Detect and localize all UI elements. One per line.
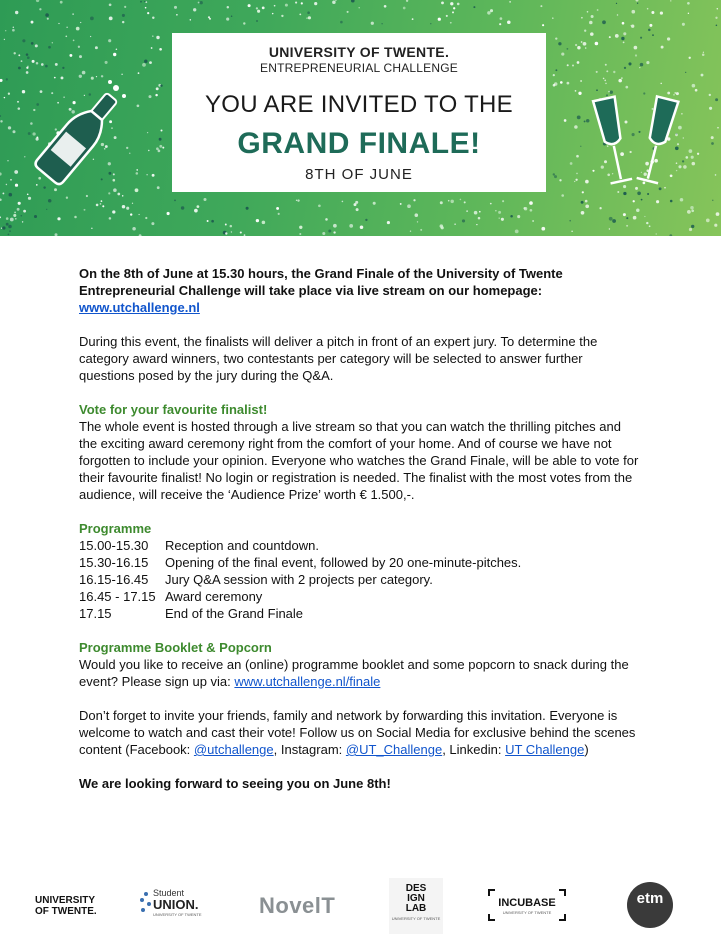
incubase-text: INCUBASE xyxy=(498,897,556,909)
designlab-small: UNIVERSITY OF TWENTE xyxy=(391,916,441,921)
programme-list xyxy=(79,537,639,622)
programme-heading: Programme xyxy=(79,521,152,536)
incubase-logo xyxy=(487,888,567,922)
programme-time: 16.45 - 17.15 xyxy=(79,589,156,604)
programme-desc: Jury Q&A session with 2 projects per category. xyxy=(165,572,433,587)
programme-time: 15.30-16.15 xyxy=(79,555,149,570)
vote-paragraph: The whole event is hosted through a live stream so that you can watch the thrilling pitches and the exciting award ceremony right from the comfort of your home. And of course we have not forgotten to include your opinion. Everyone who watches the Grand Finale, will be able to vote for their favourite finalist! No login or registration is needed. The finalist with the most votes from the audience, will receive the ‘Audience Prize’ worth € 1.500,-. xyxy=(79,419,639,502)
su-small: UNIVERSITY OF TWENTE xyxy=(153,912,202,917)
booklet-text: Would you like to receive an (online) programme booklet and some popcorn to snack during the event? Please sign up via: xyxy=(79,657,629,689)
header-banner xyxy=(0,0,721,236)
programme-time: 16.15-16.45 xyxy=(79,572,149,587)
etm-logo xyxy=(627,882,673,928)
invitation-body xyxy=(79,265,639,792)
programme-item xyxy=(79,554,639,571)
champagne-glasses-icon xyxy=(588,92,688,196)
facebook-link[interactable]: @utchallenge xyxy=(193,742,274,757)
designlab-logo xyxy=(389,878,443,934)
programme-desc: Opening of the final event, followed by 20 one-minute-pitches. xyxy=(165,555,522,570)
signup-link[interactable]: www.utchallenge.nl/finale xyxy=(234,674,381,689)
designlab-line2: IGN xyxy=(407,893,425,904)
social-text: Don’t forget to invite your friends, family and network by forwarding this invitation. Everyone is welcome to watch and cast their vote! Follow us on Social Media for exclusive behind the scenes content (Facebook: xyxy=(79,708,636,757)
programme-desc: Reception and countdown. xyxy=(165,538,319,553)
programme-item xyxy=(79,588,639,605)
su-line1: Student xyxy=(153,888,185,898)
instagram-link[interactable]: @UT_Challenge xyxy=(345,742,443,757)
challenge-subtitle: ENTREPRENEURIAL CHALLENGE xyxy=(260,61,458,75)
title-card xyxy=(172,33,546,192)
closing-line: We are looking forward to seeing you on June 8th! xyxy=(79,776,391,791)
programme-desc: Award ceremony xyxy=(165,589,263,604)
instagram-label: , Instagram: xyxy=(273,742,343,757)
programme-desc: End of the Grand Finale xyxy=(165,606,304,621)
designlab-line3: LAB xyxy=(405,903,427,914)
incubase-small: UNIVERSITY OF TWENTE xyxy=(502,910,552,915)
social-close: ) xyxy=(584,742,589,757)
su-line2: UNION. xyxy=(153,897,199,912)
programme-item xyxy=(79,605,639,622)
social-paragraph xyxy=(79,707,639,758)
event-date: 8TH OF JUNE xyxy=(305,166,413,183)
programme-item xyxy=(79,537,639,554)
homepage-link[interactable]: www.utchallenge.nl xyxy=(79,300,200,315)
ut-logo-line2: OF TWENTE. xyxy=(35,906,97,917)
intro-text: On the 8th of June at 15.30 hours, the Grand Finale of the University of Twente Entrepreneurial Challenge will take place via live stream on our homepage: xyxy=(79,266,563,298)
novelt-logo: NovelT xyxy=(259,893,336,918)
partner-logos xyxy=(0,870,721,940)
vote-heading: Vote for your favourite finalist! xyxy=(79,402,268,417)
event-paragraph: During this event, the finalists will deliver a pitch in front of an expert jury. To determine the category award winners, two contestants per category will be selected to answer further questions posed by the jury during the Q&A. xyxy=(79,334,598,383)
programme-item xyxy=(79,571,639,588)
designlab-line1: DES xyxy=(405,883,427,894)
booklet-heading: Programme Booklet & Popcorn xyxy=(79,640,272,655)
grand-finale-title: GRAND FINALE! xyxy=(237,127,481,160)
linkedin-link[interactable]: UT Challenge xyxy=(505,742,585,757)
booklet-paragraph xyxy=(79,656,639,690)
invite-line: YOU ARE INVITED TO THE xyxy=(204,91,513,118)
programme-time: 17.15 xyxy=(79,606,112,621)
university-name: UNIVERSITY OF TWENTE. xyxy=(268,44,450,60)
linkedin-label: , Linkedin: xyxy=(442,742,502,757)
ut-logo xyxy=(35,895,97,917)
intro-paragraph xyxy=(79,265,639,316)
champagne-bottle-icon xyxy=(28,78,138,198)
etm-text: etm xyxy=(636,890,664,907)
programme-time: 15.00-15.30 xyxy=(79,538,149,553)
ut-logo-line1: UNIVERSITY xyxy=(35,895,96,906)
